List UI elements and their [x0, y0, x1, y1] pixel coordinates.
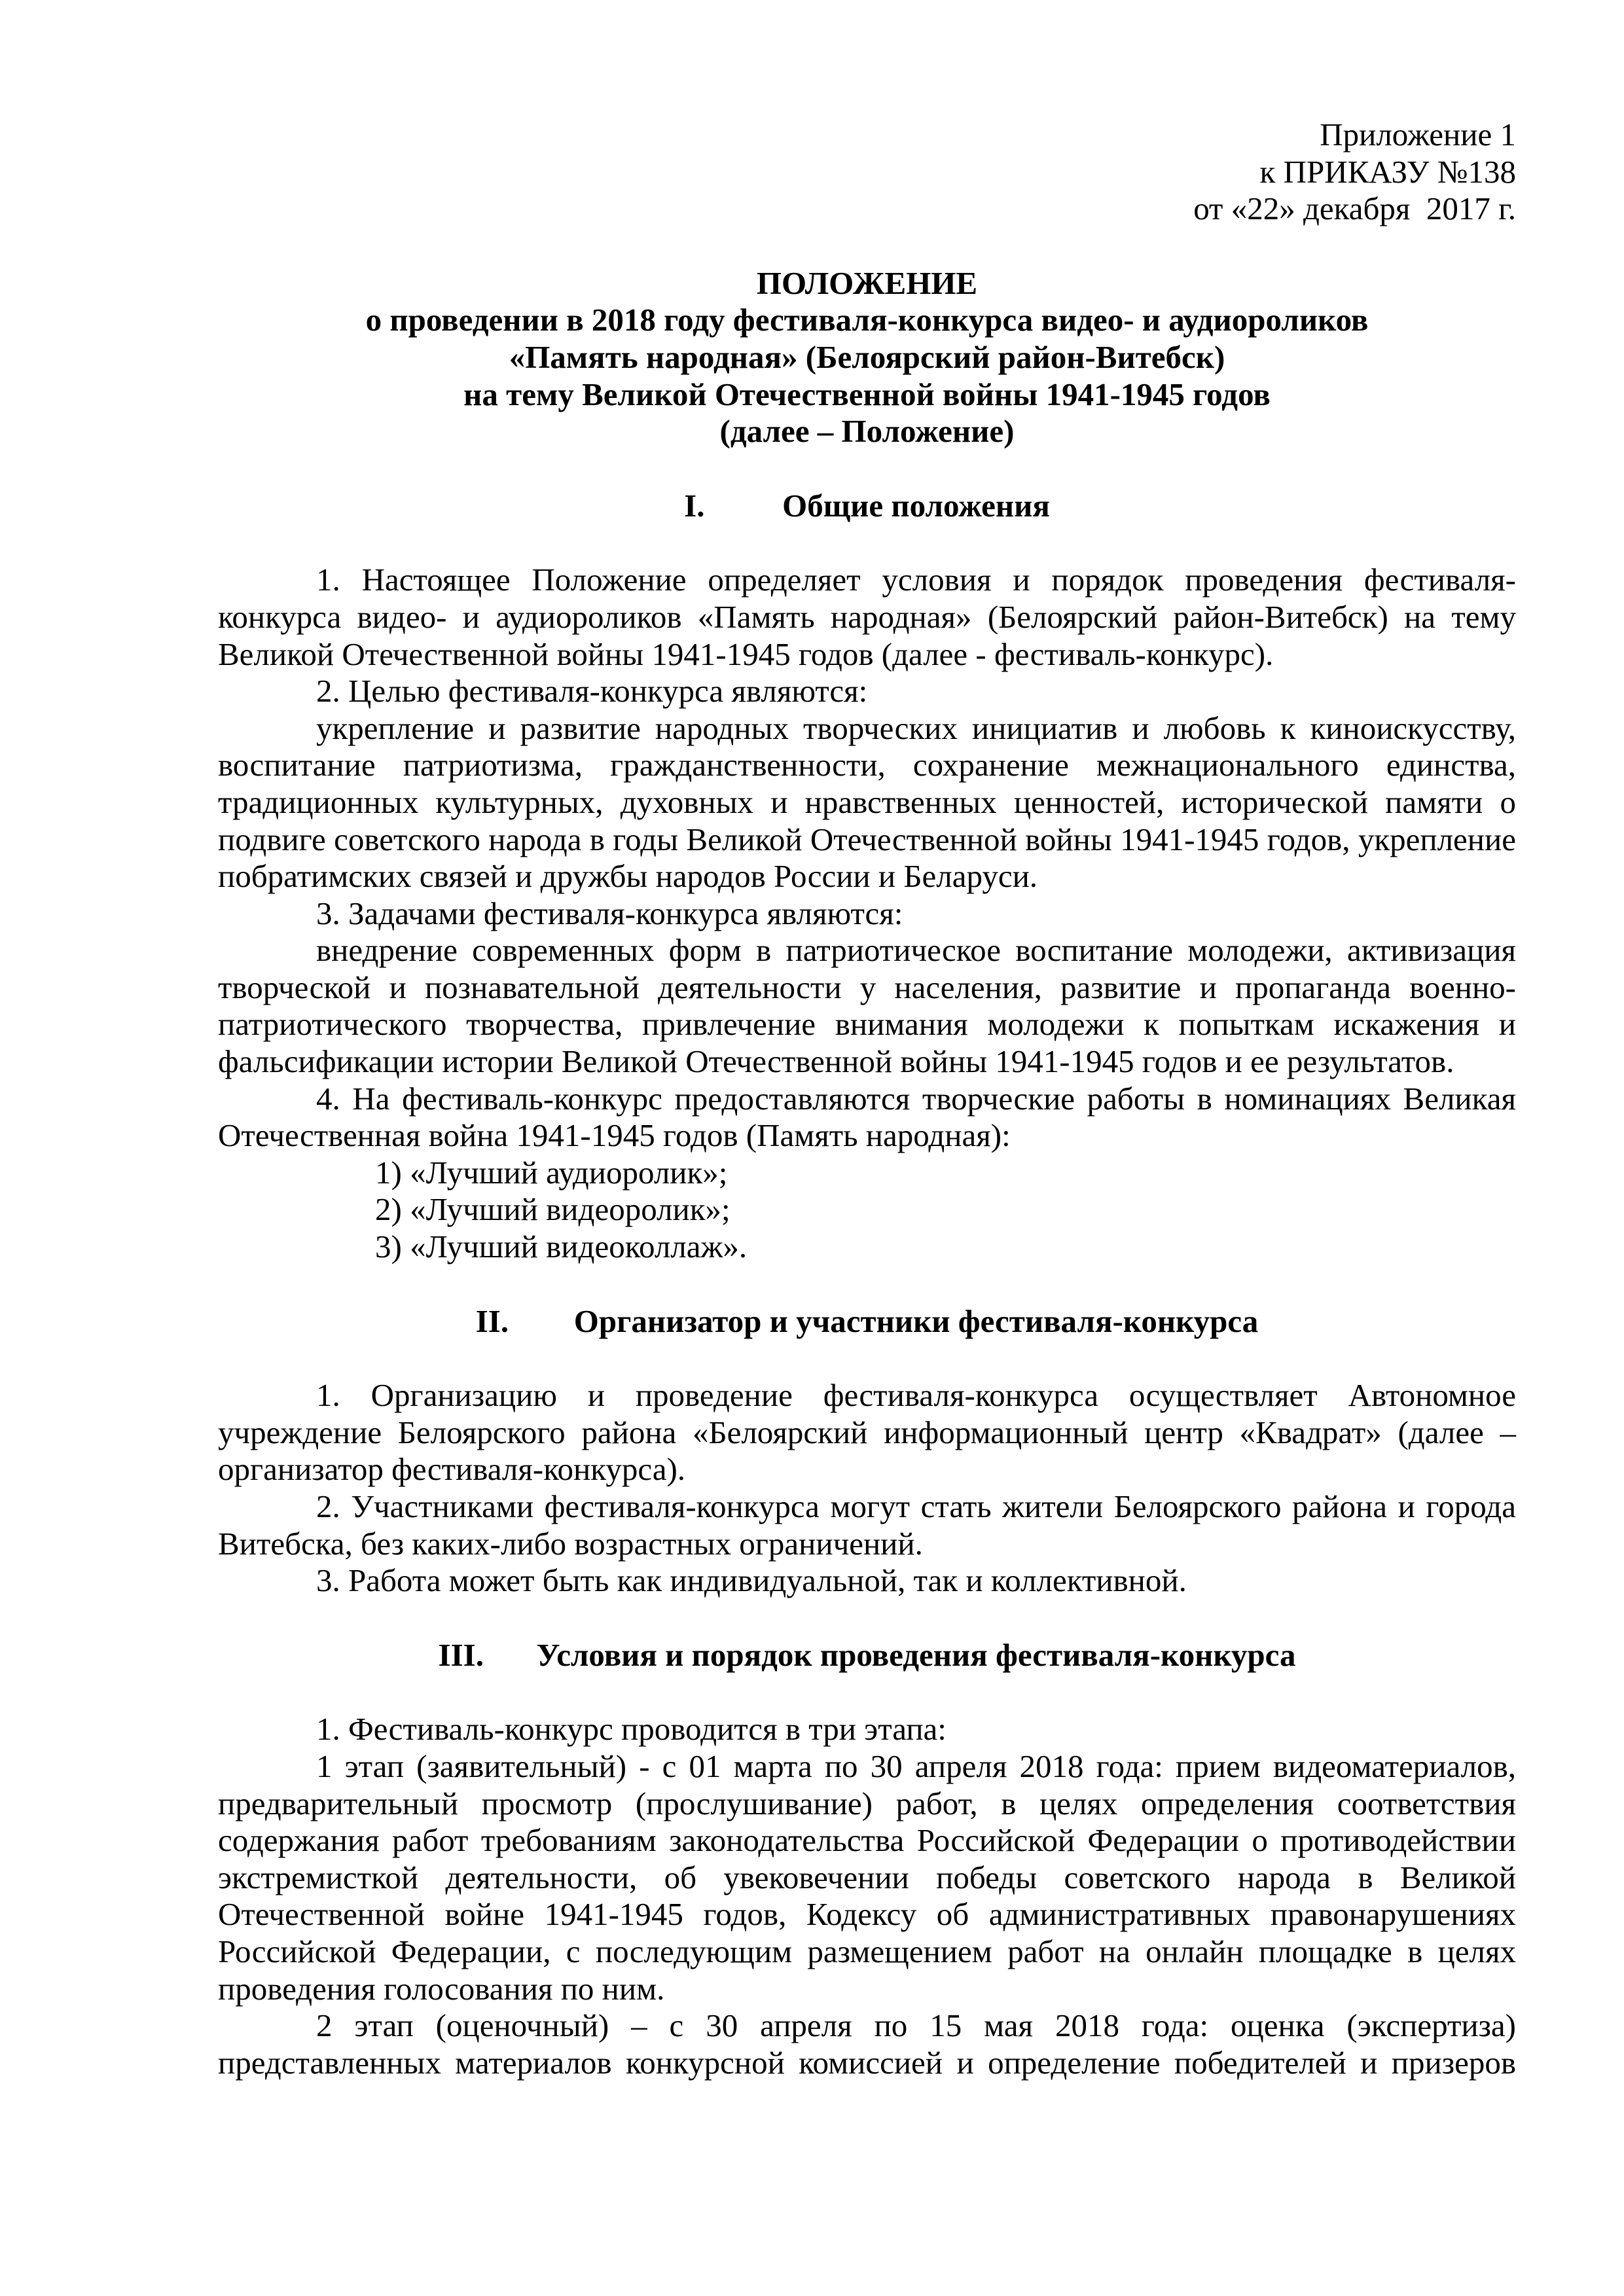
- title-line-2: о проведении в 2018 году фестиваля-конкурса видео- и аудиороликов: [365, 302, 1369, 338]
- nomination-item: 1) «Лучший аудиоролик»;: [375, 1154, 728, 1191]
- nomination-item: 2) «Лучший видеоролик»;: [375, 1191, 731, 1228]
- nomination-item: 3) «Лучший видеоколлаж».: [375, 1229, 748, 1265]
- section-heading-3: [218, 1637, 1516, 1674]
- approval-line-order: к ПРИКАЗУ №138: [1259, 153, 1516, 190]
- document-content: [218, 117, 1516, 2081]
- paragraph: 1 этап (заявительный) - с 01 марта по 30 апреля 2018 года: прием видеоматериалов, предварительный просмотр (прослушивание) работ, в целях определения соответствия содержания работ требованиям законодательства Российской Федерации о противодействии экстремисткой деятельности, об увековечении победы советского народа в Великой Отечественной войне 1941-1945 годов, Кодексу об административных правонарушениях Российской Федерации, с последующим размещением работ на онлайн площадке в целях проведения голосования по ним.: [218, 1748, 1516, 2007]
- paragraph: 4. На фестиваль-конкурс предоставляются творческие работы в номинациях Великая Отечественная война 1941-1945 годов (Память народная):: [218, 1080, 1516, 1154]
- paragraph: 2 этап (оценочный) – с 30 апреля по 15 мая 2018 года: оценка (экспертиза) представленных материалов конкурсной комиссией и определение победителей и призеров: [218, 2007, 1516, 2081]
- paragraph: 3. Работа может быть как индивидуальной, так и коллективной.: [316, 1562, 1187, 1599]
- title-line-4: на тему Великой Отечественной войны 1941-1945 годов: [463, 376, 1271, 412]
- document-title: [218, 265, 1516, 450]
- title-line-5: (далее – Положение): [719, 413, 1015, 450]
- title-line-3: «Память народная» (Белоярский район-Витебск): [509, 338, 1225, 375]
- section-number: I.: [684, 487, 705, 524]
- paragraph: 1. Настоящее Положение определяет условия и порядок проведения фестиваля-конкурса видео- и аудиороликов «Память народная» (Белоярский район-Витебск) на тему Великой Отечественной войны 1941-1945 годов (далее - фестиваль-конкурс).: [218, 562, 1516, 672]
- paragraph: 3. Задачами фестиваля-конкурса являются:: [316, 895, 903, 931]
- approval-line-appendix: Приложение 1: [1320, 117, 1516, 152]
- section-heading-2: [218, 1303, 1516, 1340]
- paragraph: 1. Организацию и проведение фестиваля-конкурса осуществляет Автономное учреждение Белоярского района «Белоярский информационный центр «Квадрат» (далее – организатор фестиваля-конкурса).: [218, 1377, 1516, 1488]
- approval-line-date: от «22» декабря 2017 г.: [1193, 190, 1516, 227]
- section-title: Организатор и участники фестиваля-конкурса: [573, 1302, 1259, 1339]
- section-number: II.: [475, 1302, 509, 1339]
- paragraph: 2. Участниками фестиваля-конкурса могут стать жители Белоярского района и города Витебска, без каких-либо возрастных ограничений.: [218, 1488, 1516, 1562]
- section-title: Общие положения: [782, 487, 1050, 524]
- paragraph: укрепление и развитие народных творческих инициатив и любовь к киноискусству, воспитание патриотизма, гражданственности, сохранение межнационального единства, традиционных культурных, духовных и нравственных ценностей, исторической памяти о подвиге советского народа в годы Великой Отечественной войны 1941-1945 годов, укрепление побратимских связей и дружбы народов России и Беларуси.: [218, 709, 1516, 895]
- approval-stamp: [218, 117, 1516, 228]
- section-heading-1: [218, 488, 1516, 525]
- paragraph: 2. Целью фестиваля-конкурса являются:: [316, 673, 868, 709]
- title-line-1: ПОЛОЖЕНИЕ: [756, 264, 978, 301]
- section-title: Условия и порядок проведения фестиваля-конкурса: [536, 1636, 1296, 1673]
- section-number: III.: [438, 1636, 484, 1673]
- paragraph: внедрение современных форм в патриотическое воспитание молодежи, активизация творческой и познавательной деятельности у населения, развитие и пропаганда военно-патриотического творчества, привлечение внимания молодежи к попыткам искажения и фальсификации истории Великой Отечественной войны 1941-1945 годов и ее результатов.: [218, 932, 1516, 1080]
- paragraph: 1. Фестиваль-конкурс проводится в три этапа:: [316, 1711, 947, 1748]
